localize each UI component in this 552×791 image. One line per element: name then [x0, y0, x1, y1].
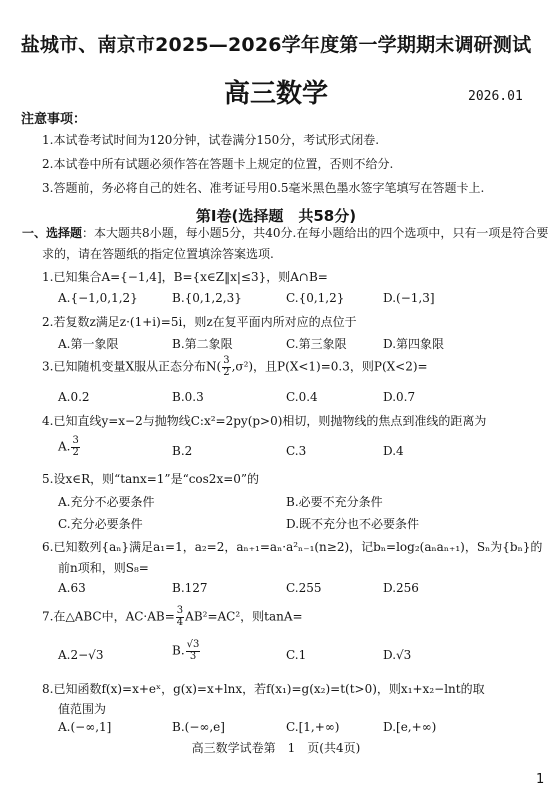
exam-subject: 高三数学 [223, 79, 328, 109]
question-3-option-b: B.0.3 [172, 390, 204, 404]
question-6-stem-continued: 前n项和，则S₈= [58, 561, 149, 575]
question-5-option-a: A.充分不必要条件 [58, 495, 155, 509]
question-2-option-a: A.第一象限 [58, 337, 119, 351]
question-6-stem: 6.已知数列{aₙ}满足a₁=1，a₂=2，aₙ₊₁=aₙ·a²ₙ₋₁(n≥2)，记bₙ=log₂(aₙaₙ₊₁)，Sₙ为{bₙ}的 [42, 540, 543, 554]
question-7-option-b-prefix: B. [172, 643, 185, 658]
question-5-stem: 5.设x∈R，则“tanx=1”是“cos2x=0”的 [42, 472, 260, 486]
question-7-option-b [172, 640, 201, 662]
section1-line1: ：本大题共8小题，每小题5分，共40分.在每小题给出的四个选项中，只有一项是符合要 [82, 226, 549, 240]
question-2-stem: 2.若复数z满足z·(1+i)=5i，则z在复平面内所对应的点位于 [42, 315, 357, 329]
question-6-option-d: D.256 [383, 581, 419, 595]
question-3-option-d: D.0.7 [383, 390, 416, 404]
section1-instructions [22, 224, 548, 241]
question-4-option-a-prefix: A. [58, 439, 71, 454]
question-8-stem-continued: 值范围为 [58, 702, 107, 716]
section1-line2: 求的，请在答题纸的指定位置填涂答案选项. [42, 247, 274, 261]
question-8-option-c: C.[1,+∞) [286, 720, 340, 734]
question-8-stem: 8.已知函数f(x)=x+eˣ，g(x)=x+lnx，若f(x₁)=g(x₂)=t(t>0)，则x₁+x₂−lnt的取 [42, 682, 485, 696]
page-footer: 高三数学试卷第 1 页(共4页) [191, 741, 361, 755]
question-1-option-a: A.{−1,0,1,2} [58, 291, 138, 305]
question-1-stem: 1.已知集合A={−1,4]，B={x∈Z‖x|≤3}，则A∩B= [42, 270, 328, 284]
question-7-option-d: D.√3 [383, 648, 412, 662]
question-1-option-b: B.{0,1,2,3} [172, 291, 242, 305]
question-7-option-c: C.1 [286, 648, 307, 662]
question-4-option-a-denominator: 2 [72, 446, 79, 458]
question-7-fraction-denominator: 4 [176, 616, 184, 628]
question-7-option-a: A.2−√3 [58, 648, 104, 662]
question-5-option-d: D.既不充分也不必要条件 [286, 517, 420, 531]
question-4-option-d: D.4 [383, 444, 404, 458]
question-8-option-b: B.(−∞,e] [172, 720, 225, 734]
question-3-fraction-numerator: 3 [223, 355, 230, 366]
exam-date: 2026.01 [468, 89, 523, 104]
question-5-option-c: C.充分必要条件 [58, 517, 143, 531]
question-7-option-b-fraction [186, 640, 201, 662]
question-7-stem [42, 606, 303, 628]
question-5-option-b: B.必要不充分条件 [286, 495, 383, 509]
question-7-stem-after: AB²=AC²，则tanA= [185, 609, 303, 624]
question-2-option-c: C.第三象限 [286, 337, 347, 351]
question-4-option-c: C.3 [286, 444, 307, 458]
part1-heading: 第Ⅰ卷(选择题 共58分) [195, 207, 357, 225]
question-1-option-d: D.(−1,3] [383, 291, 435, 305]
question-2-option-b: B.第二象限 [172, 337, 233, 351]
question-3-option-a: A.0.2 [58, 390, 90, 404]
question-4-option-a-fraction [71, 436, 79, 458]
question-6-option-c: C.255 [286, 581, 322, 595]
question-4-stem: 4.已知直线y=x−2与抛物线C:x²=2py(p>0)相切，则抛物线的焦点到准线的距离为 [42, 414, 487, 428]
question-4-option-b: B.2 [172, 444, 193, 458]
question-7-stem-before: 7.在△ABC中，AC·AB= [42, 609, 175, 624]
question-3-stem-before: 3.已知随机变量X服从正态分布N( [42, 359, 222, 374]
question-3-fraction-denominator: 2 [223, 366, 230, 378]
question-1-option-c: C.{0,1,2} [286, 291, 345, 305]
question-8-option-a: A.(−∞,1] [58, 720, 112, 734]
notice-heading: 注意事项： [21, 112, 87, 127]
page-number: 1 [536, 772, 545, 787]
question-6-option-a: A.63 [58, 581, 86, 595]
question-4-option-a-numerator: 3 [72, 435, 79, 446]
question-3-option-c: C.0.4 [286, 390, 318, 404]
question-3-fraction [222, 356, 230, 378]
question-7-fraction [176, 606, 184, 628]
question-4-option-a [58, 436, 81, 458]
notice-item-2: 2.本试卷中所有试题必须作答在答题卡上规定的位置，否则不给分. [42, 157, 394, 171]
question-6-option-b: B.127 [172, 581, 208, 595]
question-7-option-b-denominator: 3 [189, 650, 197, 662]
question-8-option-d: D.[e,+∞) [383, 720, 437, 734]
notice-item-3: 3.答题前，务必将自己的姓名、准考证号用0.5毫米黑色墨水签字笔填写在答题卡上. [42, 181, 485, 195]
exam-title: 盐城市、南京市2025—2026学年度第一学期期末调研测试 [20, 34, 532, 56]
question-2-option-d: D.第四象限 [383, 337, 445, 351]
notice-item-1: 1.本试卷考试时间为120分钟，试卷满分150分，考试形式闭卷. [42, 133, 380, 147]
section1-label: 一、选择题 [22, 226, 83, 240]
question-7-option-b-numerator: √3 [186, 639, 200, 650]
question-7-fraction-numerator: 3 [176, 605, 184, 616]
question-3-stem-after: ,σ²)，且P(X<1)=0.3，则P(X<2)= [231, 359, 428, 374]
question-3-stem [42, 356, 428, 378]
